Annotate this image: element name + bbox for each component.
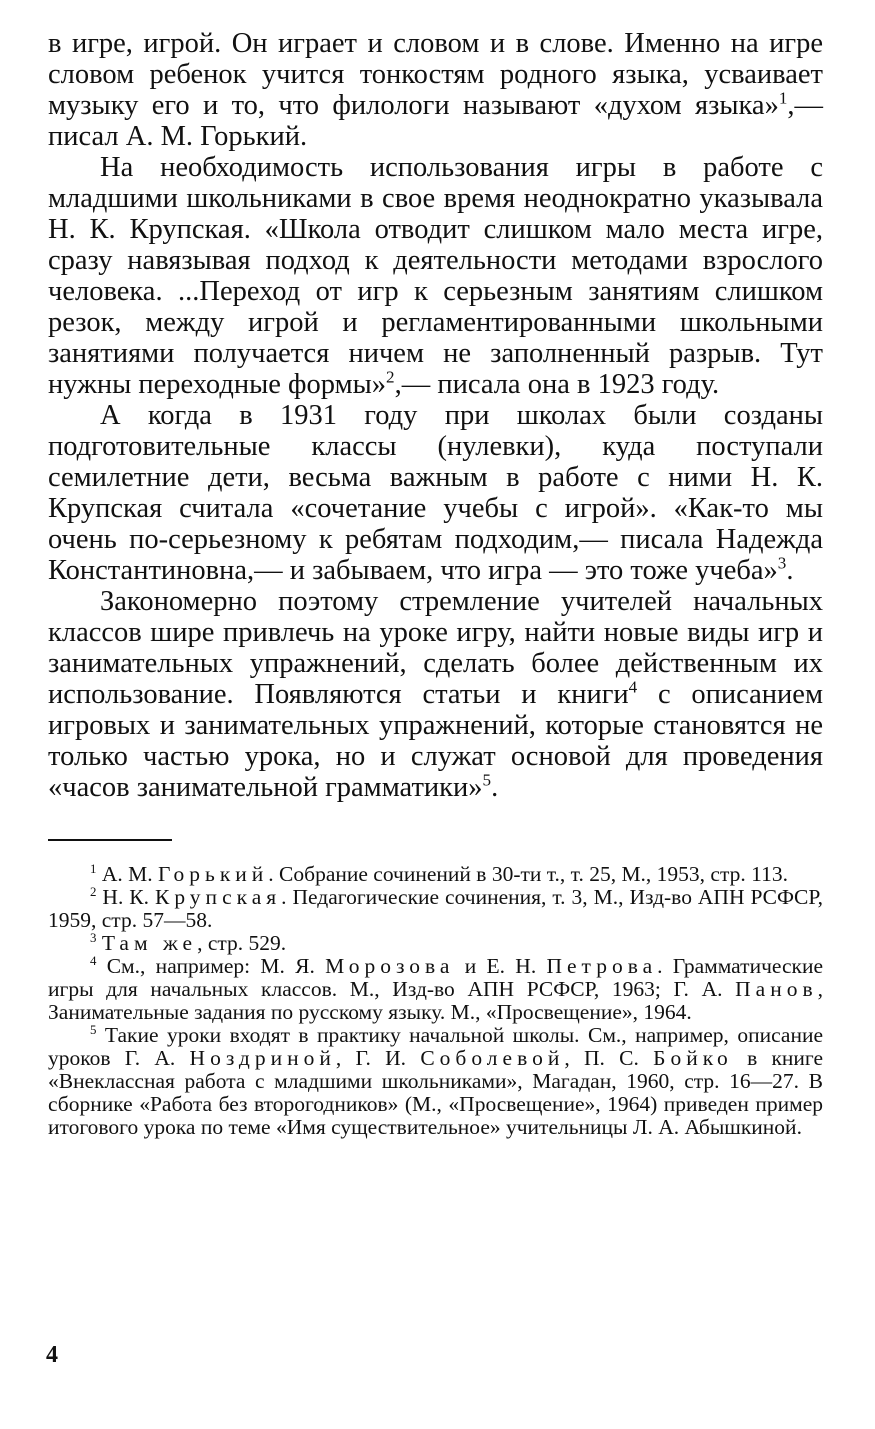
footnote-ref: 2 [90, 884, 97, 899]
text-run: А когда в 1931 году при школах были созданы подготовительные классы (нулевки), куда поступали семилетние дети, весьма важным в работе с ними Н. К. Крупская считала «сочетание учебы с игрой». «Как-то мы очень по-серьезному к ребятам подходим,— писала Надежда Константиновна,— и забываем, что игра — это тоже учеба» [48, 400, 823, 586]
main-text [48, 28, 823, 803]
page-number: 4 [46, 1342, 58, 1368]
author-name: Там же [101, 931, 198, 955]
page-content [48, 28, 823, 1139]
footnote [48, 886, 823, 932]
footnote-ref: 3 [777, 553, 787, 573]
text-run: , стр. 529. [197, 931, 287, 955]
author-name: Крупская [155, 885, 282, 909]
author-name: Бойко [653, 1046, 733, 1070]
text-run: Н. К. [96, 885, 155, 909]
footnote-ref: 1 [778, 88, 788, 108]
footnote [48, 1024, 823, 1139]
footnote [48, 955, 823, 1024]
text-run: . [491, 772, 499, 803]
text-run: На необходимость использования игры в работе с младшими школьниками в свое время неоднократно указывала Н. К. Крупская. «Школа отводит слишком мало места игре, сразу навязывая подход к деятельности методами взрослого человека. ...Переход от игр к серьезным занятиям слишком резок, между игрой и регламентированными школьными занятиями получается ничем не заполненный разрыв. Тут нужны переходные формы» [48, 152, 823, 400]
footnote [48, 863, 823, 886]
text-run: . [786, 555, 794, 586]
text-run: . Собрание сочинений в 30-ти т., т. 25, М., 1953, стр. 113. [268, 862, 788, 886]
author-name: Соболевой [420, 1046, 565, 1070]
paragraph [48, 400, 823, 586]
text-run: Такие уроки входят в практику начальной школы. См., например, описание уроков Г. А. [48, 1023, 823, 1070]
footnote-ref: 3 [90, 930, 97, 945]
author-name: Морозова [325, 954, 455, 978]
footnote-ref: 5 [90, 1022, 97, 1037]
footnotes [48, 863, 823, 1139]
footnote-ref: 4 [628, 677, 638, 697]
text-run: ,— писал А. М. Горький. [48, 90, 823, 152]
author-name: Горький [157, 862, 269, 886]
footnote-ref: 2 [386, 367, 395, 387]
author-name: Ноздриной [189, 1046, 336, 1070]
text-run: Закономерно поэтому стремление учителей начальных классов шире привлечь на уроке игру, найти новые виды игр и занимательных упражнений, сделать более действенным их использование. Появляются статьи и книги [48, 586, 823, 710]
text-run: . Грамматические игры для начальных классов. М., Изд-во АПН РСФСР, 1963; Г. А. [48, 954, 824, 1001]
text-run: , Г. И. [335, 1046, 421, 1070]
footnote [48, 932, 823, 955]
text-run: А. М. [96, 862, 158, 886]
text-run: , Занимательные задания по русскому языку. М., «Просвещение», 1964. [48, 977, 823, 1024]
text-run: в игре, игрой. Он играет и словом и в слове. Именно на игре словом ребенок учится тонкостям родного языка, усваивает музыку его и то, что филологи называют «духом языка» [48, 28, 823, 121]
paragraph [48, 152, 823, 400]
footnote-divider [48, 839, 172, 841]
paragraph [48, 586, 823, 803]
author-name: Панов [735, 977, 818, 1001]
paragraph [48, 28, 823, 152]
text-run: с описанием игровых и занимательных упражнений, которые становятся не только частью урока, но и служат основой для проведения «часов занимательной грамматики» [48, 679, 823, 803]
footnote-ref: 4 [90, 953, 97, 968]
text-run: ,— писала она в 1923 году. [394, 369, 720, 400]
author-name: Петрова [546, 954, 658, 978]
text-run: . Педагогические сочинения, т. 3, М., Изд-во АПН РСФСР, 1959, стр. 57—58. [48, 885, 823, 932]
text-run: См., например: М. Я. [96, 954, 326, 978]
footnote-ref: 1 [90, 861, 97, 876]
text-run: и Е. Н. [454, 954, 547, 978]
text-run: , П. С. [564, 1046, 654, 1070]
footnote-ref: 5 [482, 770, 492, 790]
text-run: в книге «Внеклассная работа с младшими школьниками», Магадан, 1960, стр. 16—27. В сборнике «Работа без второгодников» (М., «Просвещение», 1964) приведен пример итогового урока по теме «Имя существительное» учительницы Л. А. Абышкиной. [48, 1046, 824, 1139]
